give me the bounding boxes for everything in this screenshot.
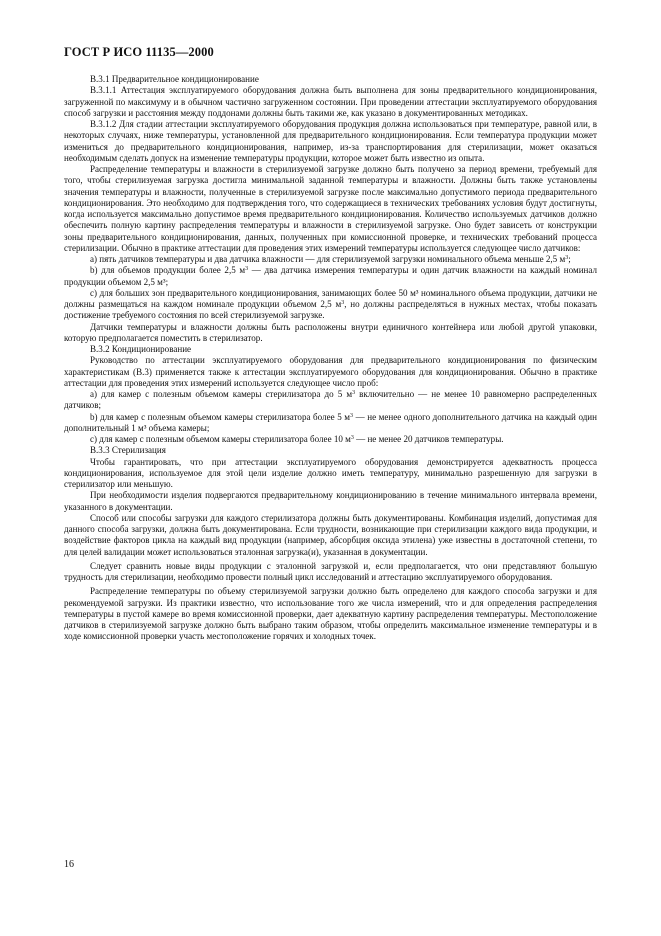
paragraph-conditioning-guide: Руководство по аттестации эксплуатируемого оборудования для предварительного кондиционирования по физическим характеристикам (В.3) применяется также к аттестации эксплуатируемого оборудования для кондиционирования. Обычно в практике аттестации для проведения этих измерений используется следующее число проб: — [64, 355, 597, 388]
section-heading-b31: В.3.1 Предварительное кондиционирование — [90, 74, 259, 84]
document-header: ГОСТ Р ИСО 11135—2000 — [64, 45, 214, 59]
paragraph-b311: В.3.1.1 Аттестация эксплуатируемого оборудования должна быть выполнена для зоны предварительного кондиционирования, загруженной по максимуму и в обычном частично загруженном состоянии. При проведении аттестации эксплуатируемого оборудования способ загрузки и расстояния между поддонами должны быть такими же, как указано в документированных методиках. — [64, 85, 597, 118]
section-heading-b33: В.3.3 Стерилизация — [90, 445, 166, 456]
paragraph-sterilization-adequacy: Чтобы гарантировать, что при аттестации эксплуатируемого оборудования демонстрируется адекватность процесса кондиционирования, используемое для этой цели изделие должно иметь температуру, минимально разрешенную для загрузки в стерилизатор или меньшую. — [64, 456, 597, 489]
paragraph-sensor-placement: Датчики температуры и влажности должны быть расположены внутри единичного контейнера или любой другой упаковки, которую предполагается поместить в стерилизатор. — [64, 321, 597, 343]
paragraph-loading-methods: Способ или способы загрузки для каждого стерилизатора должны быть документированы. Комбинация изделий, допустимая для данного способа загрузки, должна быть документирована. Если трудности, возникающие при стерилизации каждого вида продукции, и воздействие факторов цикла на каждый вид продукции (например, абсорбция оксида этилена) уже известны в достаточной степени, то для целей валидации может использоваться эталонная загрузка(и), указанная в документации. — [64, 512, 597, 557]
paragraph-temperature-distribution: Распределение температуры по объему стерилизуемой загрузки должно быть определено для каждого способа загрузки и для рекомендуемой загрузки. Из практики известно, что использование того же числа измерений, что и для определения распределения температуры в пустой камере во время комиссионной проверки, дает адекватную картину распределения температуры. Местоположение датчиков в стерилизуемой загрузке должно быть выбрано таким образом, чтобы определить максимальное изменение температуры и в ходе комиссионной проверки участь местоположение горячих и холодных точек. — [64, 586, 597, 642]
list-item-c-preconditioning: с) для больших зон предварительного кондиционирования, занимающих более 50 м³ номинального объема продукции, датчики не должны размещаться на каждом номинале продукции объемом 2,5 $м^3$, но должны распределяться в нужных местах, чтобы показать достижение требуемого состояния по всей стерилизуемой загрузке. — [64, 287, 597, 321]
paragraph-minimum-interval: При необходимости изделия подвергаются предварительному кондиционированию в течение минимального интервала времени, указанного в документации. — [64, 490, 597, 512]
paragraph-reference-load: Следует сравнить новые виды продукции с эталонной загрузкой и, если предполагается, что они представляют большую трудность для стерилизации, необходимо провести полный цикл исследований и аттестацию эксплуатируемого оборудования. — [64, 560, 597, 582]
section-heading-b32: В.3.2 Кондиционирование — [90, 344, 192, 354]
paragraph-b312: В.3.1.2 Для стадии аттестации эксплуатируемого оборудования продукция должна использоваться при температуре, равной или, в некоторых случаях, ниже температуры, установленной для предварительного кондиционирования. Если температура продукции может измениться до предварительного кондиционирования, например, из-за транспортирования для стерилизации, может оказаться необходимым сделать допуск на изменение температуры продукции, которое может быть известно из опыта. — [64, 119, 597, 163]
paragraph-distribution: Распределение температуры и влажности в стерилизуемой загрузке должно быть получено за период времени, требуемый для того, чтобы стерилизуемая загрузка достигла минимальной заданной температуры и влажности. Должны быть также установлены значения температуры и влажности, полученные в стерилизуемой загрузке после максимально допустимого периода предварительного кондиционирования. Это необходимо для подтверждения того, что содержащиеся в технических требованиях условия будут достигнуты, когда используется максимально допустимое время предварительного кондиционирования. Количество используемых датчиков должно обеспечить полную картину распределения температуры и влажности в стерилизуемой загрузке. Оно будет зависеть от конструкции зоны предварительного кондиционирования, данных, полученных при комиссионной проверке, и технических требований процесса стерилизации. Обычно в практике аттестации для проведения этих измерений температуры используется следующее число датчиков: — [64, 164, 597, 253]
list-item-b-preconditioning: b) для объемов продукции более 2,5 $м^3$ — два датчика измерения температуры и один датчик влажности на каждый номинал продукции объемом 2,5 м³; — [64, 265, 597, 287]
list-item-b-conditioning: b) для камер с полезным объемом камеры стерилизатора более 5 $м^3$ — не менее одного дополнительного датчика на каждый один дополнительный 1 м³ объема камеры; — [64, 411, 597, 433]
list-item-c-conditioning: с) для камер с полезным объемом камеры стерилизатора более 10 $м^3$ — не менее 20 датчиков температуры. — [90, 434, 504, 444]
list-item-a-conditioning: а) для камер с полезным объемом камеры стерилизатора до 5 $м^3$ включительно — не менее 10 равномерно распределенных датчиков; — [64, 389, 597, 411]
list-item-a-preconditioning: а) пять датчиков температуры и два датчика влажности — для стерилизуемой загрузки номинального объема меньше 2,5 $м^3$; — [90, 254, 571, 264]
page-number: 16 — [64, 859, 74, 870]
document-body — [64, 74, 597, 643]
